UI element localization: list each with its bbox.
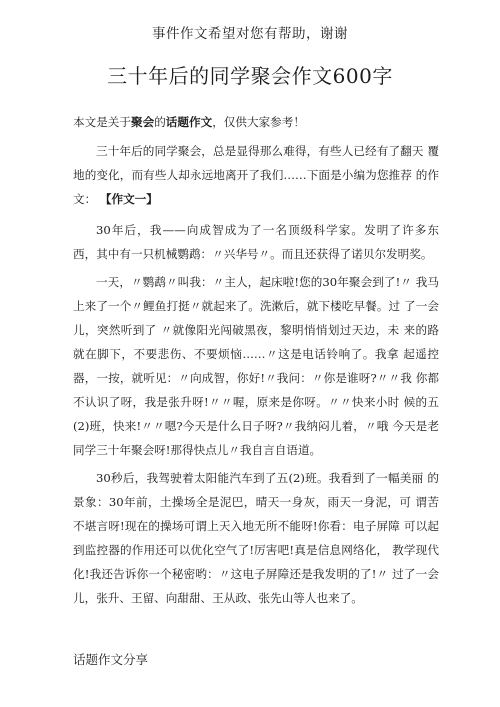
paragraph-2: 30年后，我——向成智成为了一名顶级科学家。发明了许多东 西，其中有一只机械鹦鹉：〃兴华号〃。而且还获得了诺贝尔发明奖。 [73,223,439,261]
essay-one-tag: 【作文一】 [99,192,158,206]
intro-topic: 聚会 [130,115,155,129]
paragraph-1-text: 三十年后的同学聚会，总是显得那么难得，有些人已经有了翻天 覆地的变化，而有些人却永远地离开了我们……下面是小编为您推荐 的作文： [73,144,439,206]
section-heading: 话题作文分享 [73,652,149,667]
intro-mid: 的 [154,115,166,129]
paragraph-4: 30秒后，我驾驶着太阳能汽车到了五(2)班。我看到了一幅美丽 的景象：30年前，土操场全是泥巴，晴天一身灰，雨天一身泥，可 谓苦不堪言呀!现在的操场可谓上天入地无所不能呀!你看：电子屏障 可以起到监控器的作用还可以优化空气了!厉害吧!真是信息网络化， 教学现代化!我还告诉你一个秘密哟：〃这电子屏障还是我发明的了!〃 过了一会儿，张升、王留、向甜甜、王从政、张先山等人也来了。 [73,471,439,605]
article-body [73,110,439,617]
paragraph-1 [73,139,439,211]
page-header-note: 事件作文希望对您有帮助，谢谢 [152,26,348,42]
intro-paragraph [73,110,439,134]
page-title: 三十年后的同学聚会作文600字 [107,64,393,88]
intro-prefix: 本文是关于 [73,115,131,129]
paragraph-3: 一天，〃鹦鹉〃叫我：〃主人，起床啦!您的30年聚会到了!〃 我马上来了一个〃鲤鱼打挺〃就起来了。洗漱后，就下楼吃早餐。过 了一会儿，突然听到了 〃就像阳光闯破黑夜，黎明悄悄划过天边，未 来的路就在脚下，不要悲伤、不要烦恼……〃这是电话铃响了。我拿 起遥控器，一按，就听见：〃向成智，你好!〃我问：〃你是谁呀?〃〃我 你都不认识了呀，我是张升呀!〃〃喔，原来是你呀。〃〃快来小时 候的五(2)班，快来!〃〃嗯?今天是什么日子呀?〃我纳闷儿着，〃哦 今天是老同学三十年聚会呀!那得快点儿〃我自言自语道。 [73,275,439,457]
intro-suffix: ，仅供大家参考！ [212,115,305,129]
intro-type: 话题作文 [165,115,213,129]
